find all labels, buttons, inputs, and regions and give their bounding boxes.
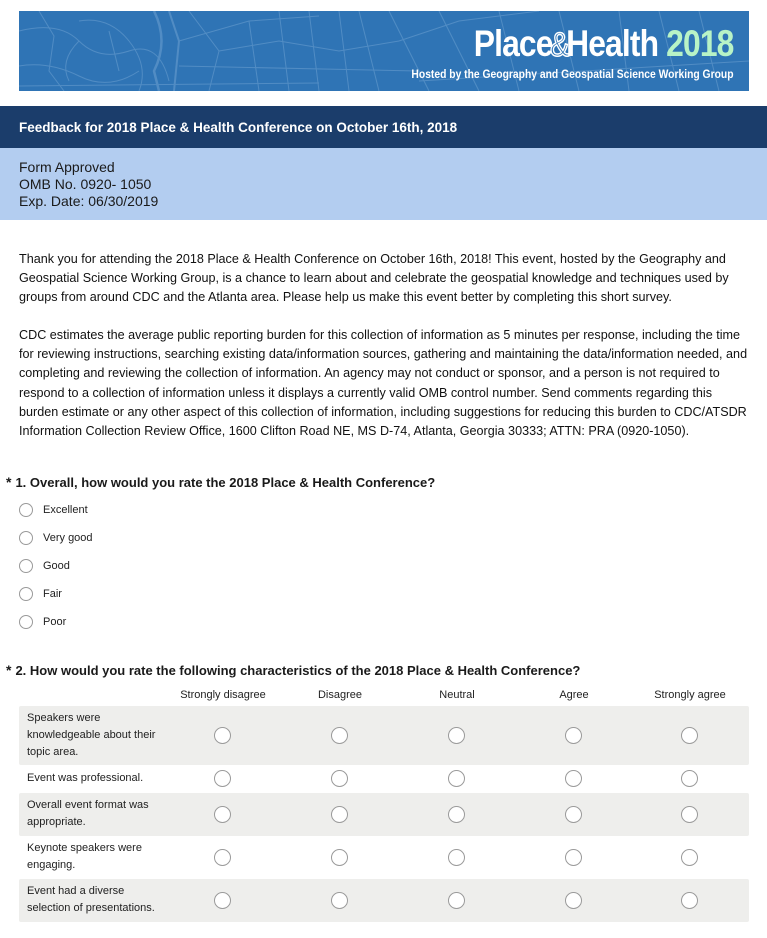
row-label: Overall event format was appropriate. (27, 799, 149, 828)
radio-disagree[interactable] (331, 806, 348, 823)
row-label: Speakers were knowledgeable about their topic area. (27, 712, 156, 758)
radio-button[interactable] (19, 587, 33, 601)
radio-strongly-disagree[interactable] (214, 806, 231, 823)
matrix-row-keynote-engaging (19, 836, 749, 879)
logo-ampersand: & (550, 26, 570, 64)
option-label[interactable]: Good (43, 560, 70, 572)
radio-button[interactable] (19, 615, 33, 629)
expiration-date-text: Exp. Date: 06/30/2019 (19, 193, 159, 209)
intro-paragraph: Thank you for attending the 2018 Place & Health Conference on October 16th, 2018! This event, hosted by the Geography and Geospatial Science Working Group, is a chance to learn about and celebrate the geospatial knowledge and techniques used by groups from around CDC and the Atlanta area. Please help us make this event better by completing this short survey. (19, 252, 729, 305)
option-label[interactable]: Poor (43, 616, 67, 628)
option-label[interactable]: Excellent (43, 504, 88, 516)
form-approved-text: Form Approved (19, 159, 115, 175)
matrix-row-diverse-presentations (19, 879, 749, 922)
logo-year: 2018 (666, 23, 734, 64)
conference-banner (19, 11, 749, 91)
radio-disagree[interactable] (331, 892, 348, 909)
radio-agree[interactable] (565, 849, 582, 866)
radio-disagree[interactable] (331, 770, 348, 787)
radio-strongly-disagree[interactable] (214, 727, 231, 744)
radio-disagree[interactable] (331, 727, 348, 744)
survey-title-bar (0, 106, 767, 148)
radio-neutral[interactable] (448, 849, 465, 866)
q1-option-poor[interactable] (19, 613, 66, 631)
matrix-row-format-appropriate (19, 793, 749, 836)
q1-option-good[interactable] (19, 557, 70, 575)
q1-option-fair[interactable] (19, 585, 62, 603)
option-label[interactable]: Fair (43, 588, 62, 600)
q1-option-very-good[interactable] (19, 529, 93, 547)
omb-approval-box (0, 148, 767, 220)
conference-logo (359, 24, 734, 81)
radio-agree[interactable] (565, 727, 582, 744)
column-header-strongly-agree: Strongly agree (654, 689, 726, 701)
matrix-row-event-professional (19, 765, 749, 793)
radio-strongly-agree[interactable] (681, 806, 698, 823)
radio-strongly-disagree[interactable] (214, 770, 231, 787)
matrix-row-speakers-knowledgeable (19, 706, 749, 765)
question-1-text: 1. Overall, how would you rate the 2018 Place & Health Conference? (15, 475, 436, 490)
column-header-disagree: Disagree (317, 689, 363, 701)
radio-strongly-disagree[interactable] (214, 849, 231, 866)
column-header-neutral: Neutral (439, 689, 475, 701)
radio-strongly-disagree[interactable] (214, 892, 231, 909)
omb-number-text: OMB No. 0920- 1050 (19, 176, 152, 192)
radio-agree[interactable] (565, 770, 582, 787)
radio-neutral[interactable] (448, 892, 465, 909)
option-label[interactable]: Very good (43, 532, 93, 544)
survey-title: Feedback for 2018 Place & Health Conference on October 16th, 2018 (19, 120, 458, 135)
row-label: Keynote speakers were engaging. (27, 842, 142, 871)
radio-strongly-agree[interactable] (681, 892, 698, 909)
burden-statement-paragraph: CDC estimates the average public reporting burden for this collection of information as 5 minutes per response, including the time for reviewing instructions, searching existing data/information sources, gathering and maintaining the data/information needed, and completing and reviewing the collection of information. An agency may not conduct or sponsor, and a person is not required to respond to a collection of information unless it displays a currently valid OMB control number. Send comments regarding this burden estimate or any other aspect of this collection of information, including suggestions for reducing this burden to CDC/ATSDR Information Collection Review Office, 1600 Clifton Road NE, MS D-74, Atlanta, Georgia 30333; ATTN: PRA (0920-1050). (19, 328, 748, 439)
logo-word-health: Health (566, 23, 659, 64)
required-asterisk-icon: * (6, 474, 12, 490)
radio-button[interactable] (19, 531, 33, 545)
q1-option-excellent[interactable] (19, 501, 88, 519)
radio-agree[interactable] (565, 892, 582, 909)
radio-neutral[interactable] (448, 727, 465, 744)
logo-word-place: Place (474, 23, 554, 64)
row-label: Event had a diverse selection of presentations. (27, 885, 155, 914)
radio-strongly-agree[interactable] (681, 770, 698, 787)
logo-subtitle: Hosted by the Geography and Geospatial Science Working Group (411, 67, 734, 81)
radio-strongly-agree[interactable] (681, 849, 698, 866)
row-label: Event was professional. (27, 772, 144, 784)
question-1-title (6, 474, 435, 490)
radio-button[interactable] (19, 503, 33, 517)
required-asterisk-icon: * (6, 662, 12, 678)
radio-neutral[interactable] (448, 770, 465, 787)
question-2-title (6, 662, 580, 678)
radio-button[interactable] (19, 559, 33, 573)
radio-agree[interactable] (565, 806, 582, 823)
column-header-agree: Agree (559, 689, 589, 701)
column-header-strongly-disagree: Strongly disagree (180, 689, 266, 701)
radio-neutral[interactable] (448, 806, 465, 823)
radio-strongly-agree[interactable] (681, 727, 698, 744)
logo-title (412, 24, 734, 65)
radio-disagree[interactable] (331, 849, 348, 866)
question-2-text: 2. How would you rate the following characteristics of the 2018 Place & Health Conference? (15, 663, 581, 678)
